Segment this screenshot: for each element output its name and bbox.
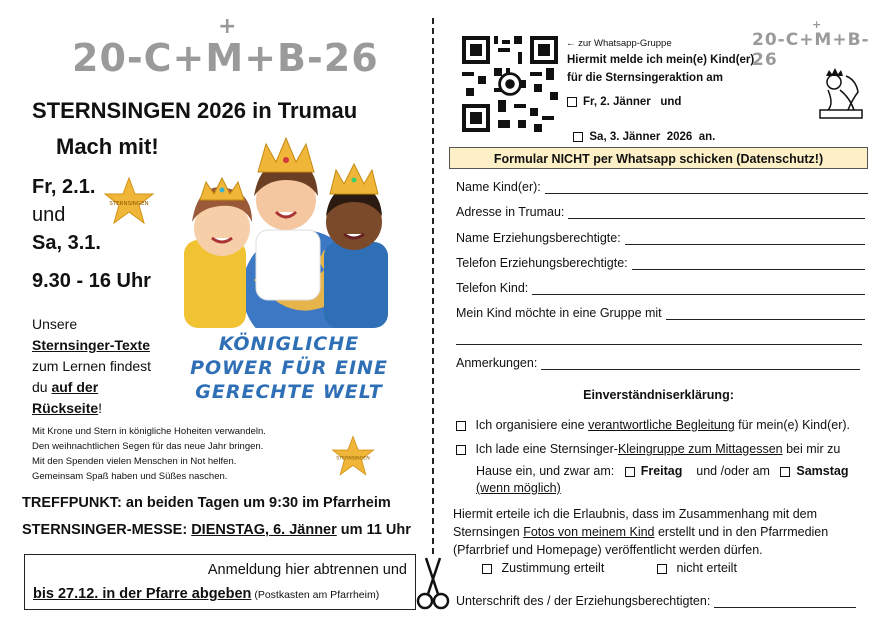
field-gruppe[interactable] <box>456 306 865 320</box>
consent-begleitung-b: verantwortliche Begleitung <box>588 418 735 432</box>
consent-mittagessen[interactable] <box>456 442 840 456</box>
checkbox-begleitung[interactable] <box>456 421 466 431</box>
star-label-small: STERNSINGEN <box>336 456 370 462</box>
field-gruppe-cont[interactable] <box>456 331 862 345</box>
register-header-line2: für die Sternsingeraktion am <box>567 72 723 84</box>
scissors-icon <box>416 556 450 612</box>
photo-line2a: Sternsingen <box>453 525 524 539</box>
logo-cross-small: + <box>812 18 823 31</box>
consent-begleitung-a: Ich organisiere eine <box>475 418 589 432</box>
consent-mittagessen-days <box>476 464 848 478</box>
field-telefon-kind-line[interactable] <box>532 281 865 295</box>
option-saturday-label: Sa, 3. Jänner 2026 an. <box>589 131 716 143</box>
field-anmerkungen-label: Anmerkungen: <box>456 356 538 370</box>
option-nicht-erteilt[interactable] <box>657 561 737 575</box>
texte-line5 <box>32 398 151 419</box>
register-header-line1: Hiermit melde ich mein(e) Kind(er) <box>567 54 755 66</box>
field-name-erz-label: Name Erziehungsberechtigte: <box>456 231 621 245</box>
mach-mit-heading: Mach mit! <box>56 134 159 159</box>
page-title: STERNSINGEN 2026 in Trumau <box>32 98 358 123</box>
consent-hause-text: Hause ein, und zwar am: <box>476 464 615 478</box>
info-line4: Gemeinsam Spaß haben und Süßes naschen. <box>32 471 228 482</box>
sketch-illustration <box>816 66 866 120</box>
field-name-kind-line[interactable] <box>545 180 868 194</box>
option-friday[interactable] <box>567 96 681 108</box>
slogan-line1: KÖNIGLICHE <box>218 333 360 355</box>
texte-line3: zum Lernen findest <box>32 358 152 374</box>
slogan-line3: GERECHTE WELT <box>195 381 383 403</box>
texte-line2: Sternsinger-Texte <box>32 337 150 353</box>
field-adresse-line[interactable] <box>568 205 865 219</box>
date-und: und <box>32 204 66 226</box>
anmeldung-line2 <box>33 586 379 602</box>
field-telefon-erz-line[interactable] <box>632 256 865 270</box>
treffpunkt: TREFFPUNKT: an beiden Tagen um 9:30 im Pfarrheim <box>22 495 391 511</box>
field-name-erz-line[interactable] <box>625 231 865 245</box>
slogan-line2: POWER FÜR EINE <box>190 357 388 379</box>
field-name-kind-label: Name Kind(er): <box>456 180 541 194</box>
date-friday: Fr, 2.1. <box>32 176 96 198</box>
messe <box>22 522 411 538</box>
field-adresse[interactable] <box>456 205 865 219</box>
checkbox-mittagessen[interactable] <box>456 445 466 455</box>
field-telefon-kind[interactable] <box>456 281 865 295</box>
field-signature-label: Unterschrift des / der Erziehungsberechtigten: <box>456 594 711 608</box>
campaign-logo-small: 20-C+M+B-26 <box>752 30 870 70</box>
texte-block <box>32 314 151 419</box>
messe-label: STERNSINGER-MESSE: <box>22 522 192 538</box>
texte-line4 <box>32 377 151 398</box>
time-range: 9.30 - 16 Uhr <box>32 270 151 292</box>
option-und: und <box>660 96 682 108</box>
texte-du: du <box>32 379 52 395</box>
anmeldung-box <box>24 554 416 610</box>
consent-mittagessen-b: Kleingruppe zum Mittagessen <box>617 442 783 456</box>
consent-mittagessen-a: Ich lade eine Sternsinger- <box>475 442 618 456</box>
texte-rueckseite: Rückseite <box>32 400 99 416</box>
field-signature[interactable] <box>456 594 856 608</box>
option-nicht-erteilt-label: nicht erteilt <box>676 561 737 575</box>
checkbox-friday[interactable] <box>567 97 577 107</box>
messe-time: um 11 Uhr <box>336 522 411 538</box>
slogan <box>176 332 402 404</box>
photo-consent <box>453 505 828 559</box>
field-gruppe-line[interactable] <box>666 306 865 320</box>
consent-begleitung[interactable] <box>456 418 850 432</box>
info-text <box>32 424 266 484</box>
field-telefon-erz[interactable] <box>456 256 865 270</box>
field-gruppe-cont-line[interactable] <box>456 331 862 345</box>
option-freitag-label: Freitag <box>640 464 683 478</box>
consent-title: Einverständniserklärung: <box>583 388 734 402</box>
consent-wenn-moeglich: (wenn möglich) <box>476 481 561 495</box>
date-saturday: Sa, 3.1. <box>32 232 101 254</box>
field-gruppe-label: Mein Kind möchte in eine Gruppe mit <box>456 306 662 320</box>
checkbox-zustimmung[interactable] <box>482 564 492 574</box>
checkbox-saturday[interactable] <box>573 132 583 142</box>
texte-auf-der: auf der <box>51 379 99 395</box>
star-icon-small <box>330 434 376 478</box>
info-line1: Mit Krone und Stern in königliche Hoheiten verwandeln. <box>32 426 266 437</box>
field-anmerkungen[interactable] <box>456 356 860 370</box>
anmeldung-postkasten: (Postkasten am Pfarrheim) <box>251 589 380 601</box>
logo-cross: + <box>218 14 238 39</box>
consent-mittagessen-c: bei mir zu <box>782 442 841 456</box>
star-label: STERNSINGEN <box>109 201 149 207</box>
children-illustration <box>184 130 390 328</box>
field-anmerkungen-line[interactable] <box>541 356 860 370</box>
option-friday-label: Fr, 2. Jänner <box>583 96 651 108</box>
option-zustimmung-label: Zustimmung erteilt <box>501 561 605 575</box>
checkbox-nicht-erteilt[interactable] <box>657 564 667 574</box>
photo-line1: Hiermit erteile ich die Erlaubnis, dass im Zusammenhang mit dem <box>453 507 818 521</box>
option-zustimmung[interactable] <box>482 561 604 575</box>
qr-code[interactable] <box>462 36 558 132</box>
checkbox-samstag[interactable] <box>780 467 790 477</box>
star-icon <box>102 176 156 226</box>
whatsapp-link[interactable]: ← zur Whatsapp-Gruppe <box>566 38 672 49</box>
texte-excl: ! <box>98 400 103 416</box>
field-name-kind[interactable] <box>456 180 868 194</box>
photo-line2c: erstellt und in den Pfarrmedien <box>654 525 829 539</box>
option-saturday[interactable] <box>567 119 715 143</box>
option-undoder: und /oder am <box>696 464 770 478</box>
option-samstag-label: Samstag <box>796 464 849 478</box>
photo-line2b: Fotos von meinem Kind <box>523 525 655 539</box>
anmeldung-deadline: bis 27.12. in der Pfarre abgeben <box>33 586 252 602</box>
photo-line3: (Pfarrbrief und Homepage) veröffentlicht werden dürfen. <box>453 543 763 557</box>
field-signature-line[interactable] <box>714 594 856 608</box>
field-name-erz[interactable] <box>456 231 865 245</box>
checkbox-freitag[interactable] <box>625 467 635 477</box>
field-adresse-label: Adresse in Trumau: <box>456 205 565 219</box>
consent-begleitung-c: für mein(e) Kind(er). <box>734 418 850 432</box>
messe-date: DIENSTAG, 6. Jänner <box>191 522 337 538</box>
whatsapp-warning: Formular NICHT per Whatsapp schicken (Datenschutz!) <box>449 147 868 169</box>
cut-line <box>432 18 434 554</box>
campaign-logo: 20-C+M+B-26 <box>72 36 379 80</box>
field-telefon-erz-label: Telefon Erziehungsberechtigte: <box>456 256 628 270</box>
texte-line1: Unsere <box>32 316 78 332</box>
anmeldung-line1: Anmeldung hier abtrennen und <box>207 562 407 578</box>
info-line2: Den weihnachtlichen Segen für das neue Jahr bringen. <box>32 441 264 452</box>
info-line3: Mit den Spenden vielen Menschen in Not helfen. <box>32 456 237 467</box>
photo-line2 <box>453 523 828 541</box>
field-telefon-kind-label: Telefon Kind: <box>456 281 529 295</box>
